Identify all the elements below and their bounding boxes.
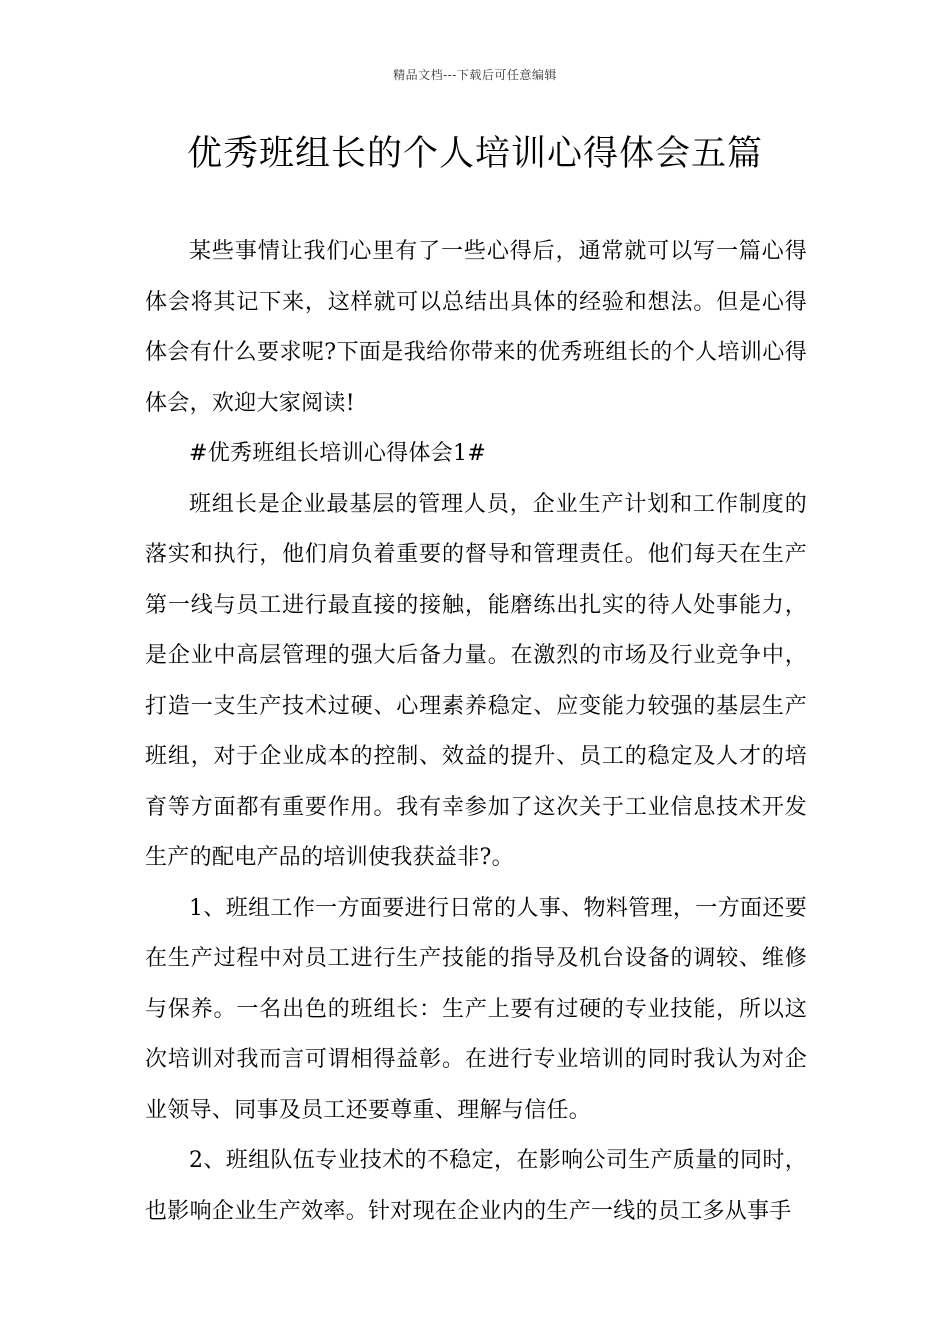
- point-2-paragraph: 2、班组队伍专业技术的不稳定，在影响公司生产质量的同时，也影响企业生产效率。针对现在企业内的生产一线的员工多从事手: [145, 1148, 807, 1224]
- section-heading-1: #优秀班组长培训心得体会1#: [189, 441, 487, 466]
- document-title: 优秀班组长的个人培训心得体会五篇: [186, 134, 763, 174]
- point-1-paragraph: 1、班组工作一方面要进行日常的人事、物料管理，一方面还要在生产过程中对员工进行生产技能的指导及机台设备的调较、维修与保养。一名出色的班组长：生产上要有过硬的专业技能，所以这次培训对我而言可谓相得益彰。在进行专业培训的同时我认为对企业领导、同事及员工还要尊重、理解与信任。: [145, 895, 807, 1123]
- intro-paragraph: 某些事情让我们心里有了一些心得后，通常就可以写一篇心得体会将其记下来，这样就可以总结出具体的经验和想法。但是心得体会有什么要求呢?下面是我给你带来的优秀班组长的个人培训心得体会，欢迎大家阅读!: [145, 239, 807, 416]
- header-note: 精品文档---下载后可任意编辑: [393, 68, 557, 82]
- body-paragraph: 班组长是企业最基层的管理人员，企业生产计划和工作制度的落实和执行，他们肩负着重要的督导和管理责任。他们每天在生产第一线与员工进行最直接的接触，能磨练出扎实的待人处事能力，是企业中高层管理的强大后备力量。在激烈的市场及行业竞争中，打造一支生产技术过硬、心理素养稳定、应变能力较强的基层生产班组，对于企业成本的控制、效益的提升、员工的稳定及人才的培育等方面都有重要作用。我有幸参加了这次关于工业信息技术开发生产的配电产品的培训使我获益非?。: [145, 491, 807, 870]
- document-body: [145, 227, 807, 1237]
